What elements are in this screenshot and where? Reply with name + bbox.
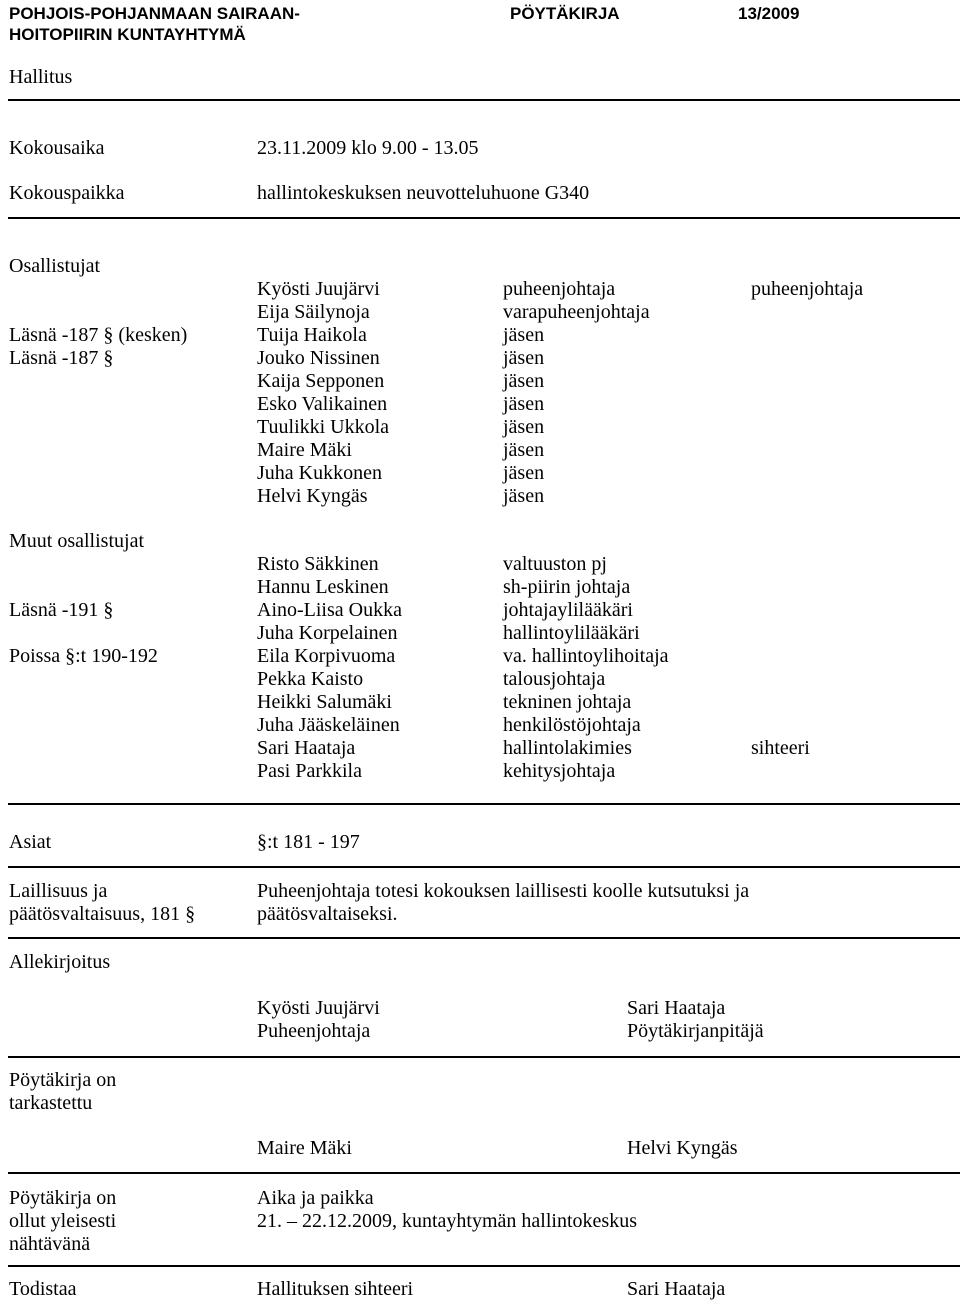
others-roles-column bbox=[503, 553, 669, 783]
person-role: valtuuston pj bbox=[503, 553, 607, 575]
participants-label: Osallistujat bbox=[9, 255, 101, 277]
member-name: Maire Mäki bbox=[257, 439, 352, 461]
person-role: tekninen johtaja bbox=[503, 691, 632, 713]
others-names-column bbox=[257, 553, 402, 783]
person-name: Pasi Parkkila bbox=[257, 760, 362, 782]
member-name: Esko Valikainen bbox=[257, 393, 388, 415]
member-note: Läsnä -187 § bbox=[9, 347, 114, 369]
member-role: puheenjohtaja bbox=[503, 278, 616, 300]
member-note bbox=[9, 301, 187, 324]
attestation-role: Hallituksen sihteeri bbox=[257, 1278, 414, 1300]
person-name: Aino-Liisa Oukka bbox=[257, 599, 402, 621]
person-note bbox=[9, 553, 158, 576]
legality-label-line1: Laillisuus ja bbox=[9, 880, 108, 902]
signature-label: Allekirjoitus bbox=[9, 951, 111, 973]
person-role: hallintoylilääkäri bbox=[503, 622, 640, 644]
person-name: Juha Korpelainen bbox=[257, 622, 398, 644]
org-name-line2: HOITOPIIRIN KUNTAYHTYMÄ bbox=[9, 25, 246, 44]
display-heading: Aika ja paikka bbox=[257, 1187, 374, 1209]
legality-text-line1: Puheenjohtaja totesi kokouksen laillisesti koolle kutsutuksi ja bbox=[257, 880, 750, 902]
header-divider bbox=[8, 99, 960, 101]
member-name: Kyösti Juujärvi bbox=[257, 278, 380, 300]
display-value: 21. – 22.12.2009, kuntayhtymän hallintokeskus bbox=[257, 1210, 637, 1232]
member-note: Läsnä -187 § (kesken) bbox=[9, 324, 188, 346]
person-name: Hannu Leskinen bbox=[257, 576, 389, 598]
person-note bbox=[9, 622, 158, 645]
member-note bbox=[9, 278, 187, 301]
person-name: Juha Jääskeläinen bbox=[257, 714, 400, 736]
member-role: jäsen bbox=[503, 324, 545, 346]
member-name: Eija Säilynoja bbox=[257, 301, 370, 323]
inspection-label-line2: tarkastettu bbox=[9, 1092, 93, 1114]
person-role: kehitysjohtaja bbox=[503, 760, 616, 782]
matters-divider bbox=[8, 866, 960, 868]
members-notes-column bbox=[9, 278, 187, 370]
members-names-column bbox=[257, 278, 389, 508]
others-notes-column bbox=[9, 553, 158, 668]
person-note: Läsnä -191 § bbox=[9, 599, 114, 621]
members-roles-column bbox=[503, 278, 650, 508]
member-role: jäsen bbox=[503, 439, 545, 461]
participants-divider bbox=[8, 803, 960, 805]
person-name: Pekka Kaisto bbox=[257, 668, 364, 690]
document-number: 13/2009 bbox=[738, 4, 800, 23]
person-note bbox=[9, 576, 158, 599]
member-name: Juha Kukkonen bbox=[257, 462, 382, 484]
signature-divider bbox=[8, 1056, 960, 1058]
person-role: hallintolakimies bbox=[503, 737, 632, 759]
other-participants-label: Muut osallistujat bbox=[9, 530, 144, 552]
display-label-line3: nähtävänä bbox=[9, 1233, 91, 1255]
member-role: jäsen bbox=[503, 370, 545, 392]
secretary-signature-title: Pöytäkirjanpitäjä bbox=[627, 1020, 764, 1042]
member-name: Kaija Sepponen bbox=[257, 370, 385, 392]
secretary-signature-name: Sari Haataja bbox=[627, 997, 726, 1019]
member-name: Jouko Nissinen bbox=[257, 347, 380, 369]
person-name: Risto Säkkinen bbox=[257, 553, 379, 575]
legality-label-line2: päätösvaltaisuus, 181 § bbox=[9, 903, 196, 925]
display-label-line2: ollut yleisesti bbox=[9, 1210, 117, 1232]
legality-divider bbox=[8, 937, 960, 939]
attestation-label: Todistaa bbox=[9, 1278, 77, 1300]
person-note: Poissa §:t 190-192 bbox=[9, 645, 158, 667]
meeting-place-value: hallintokeskuksen neuvotteluhuone G340 bbox=[257, 182, 590, 204]
person-role: talousjohtaja bbox=[503, 668, 606, 690]
governing-body: Hallitus bbox=[9, 66, 73, 88]
meeting-place-label: Kokouspaikka bbox=[9, 182, 125, 204]
matters-label: Asiat bbox=[9, 831, 52, 853]
person-name: Heikki Salumäki bbox=[257, 691, 392, 713]
display-label-line1: Pöytäkirja on bbox=[9, 1187, 117, 1209]
member-role: jäsen bbox=[503, 462, 545, 484]
member-name: Helvi Kyngäs bbox=[257, 485, 368, 507]
chair-function: puheenjohtaja bbox=[751, 278, 864, 300]
person-role: sh-piirin johtaja bbox=[503, 576, 631, 598]
person-role: va. hallintoylihoitaja bbox=[503, 645, 669, 667]
inspector-one-name: Maire Mäki bbox=[257, 1137, 352, 1159]
attestation-name: Sari Haataja bbox=[627, 1278, 726, 1300]
person-role: henkilöstöjohtaja bbox=[503, 714, 641, 736]
person-name: Eila Korpivuoma bbox=[257, 645, 396, 667]
person-role: johtajaylilääkäri bbox=[503, 599, 633, 621]
meeting-time-label: Kokousaika bbox=[9, 137, 105, 159]
secretary-function: sihteeri bbox=[751, 737, 810, 759]
chair-signature-name: Kyösti Juujärvi bbox=[257, 997, 380, 1019]
member-role: jäsen bbox=[503, 416, 545, 438]
matters-value: §:t 181 - 197 bbox=[257, 831, 360, 853]
inspector-two-name: Helvi Kyngäs bbox=[627, 1137, 738, 1159]
member-name: Tuulikki Ukkola bbox=[257, 416, 390, 438]
inspection-label-line1: Pöytäkirja on bbox=[9, 1069, 117, 1091]
meeting-divider bbox=[8, 217, 960, 219]
document-type: PÖYTÄKIRJA bbox=[510, 4, 620, 23]
member-role: jäsen bbox=[503, 393, 545, 415]
chair-signature-title: Puheenjohtaja bbox=[257, 1020, 371, 1042]
member-role: jäsen bbox=[503, 485, 545, 507]
meeting-time-value: 23.11.2009 klo 9.00 - 13.05 bbox=[257, 137, 479, 159]
member-role: varapuheenjohtaja bbox=[503, 301, 650, 323]
member-role: jäsen bbox=[503, 347, 545, 369]
display-divider bbox=[8, 1265, 960, 1267]
person-name: Sari Haataja bbox=[257, 737, 356, 759]
legality-text-line2: päätösvaltaiseksi. bbox=[257, 903, 398, 925]
inspection-divider bbox=[8, 1172, 960, 1174]
org-name-line1: POHJOIS-POHJANMAAN SAIRAAN- bbox=[9, 4, 300, 23]
member-name: Tuija Haikola bbox=[257, 324, 367, 346]
